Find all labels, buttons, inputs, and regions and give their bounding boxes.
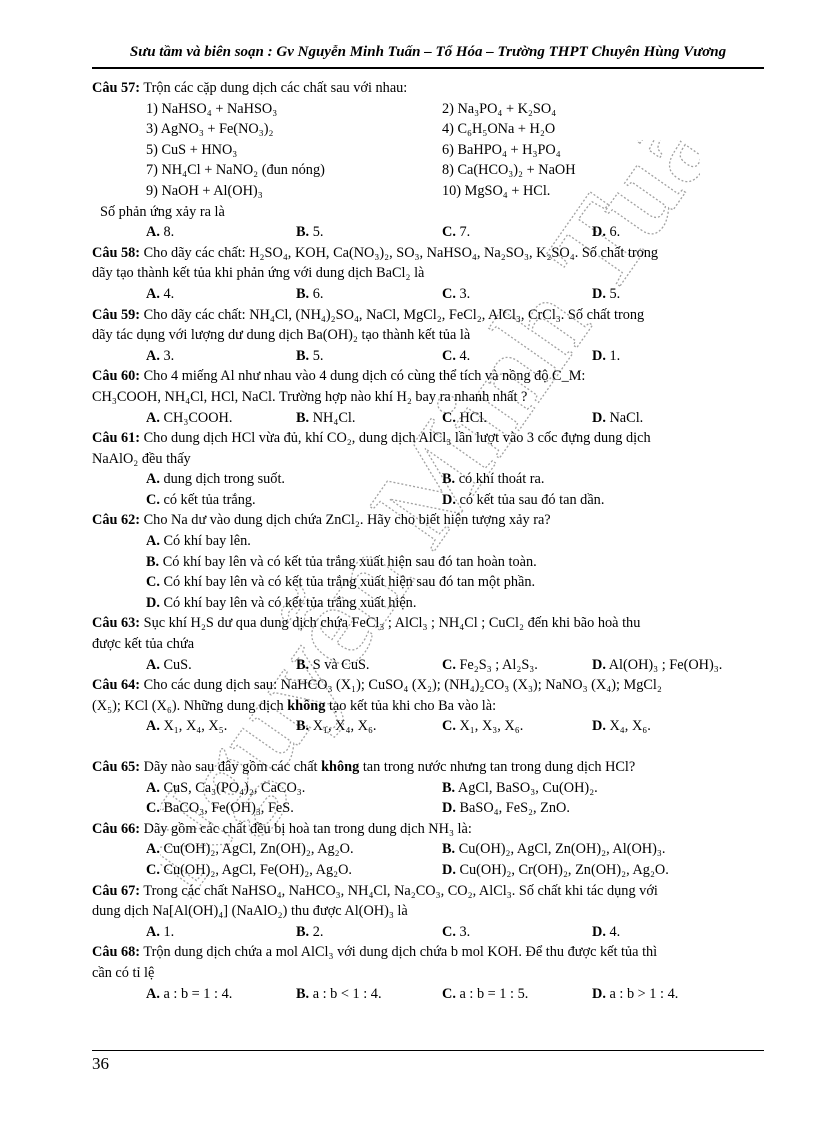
option-d	[442, 860, 669, 881]
option-text: D.	[442, 491, 456, 508]
question-stem: tạo kết tủa khi cho Ba vào là:	[328, 697, 497, 714]
option-d	[592, 222, 620, 243]
option-text: D.	[592, 718, 606, 735]
option-text: có khí thoát ra.	[458, 471, 545, 488]
option-text: A.	[146, 533, 160, 550]
option-text: 5.	[609, 285, 621, 302]
option-text: Cu(OH)₂, AgCl, Fe(OH)₂, Ag₂O.	[163, 861, 352, 878]
reaction-pair: 9) NaOH + Al(OH)₃	[146, 182, 263, 199]
question-64	[92, 675, 764, 737]
question-stem: dãy tác dụng với lượng dư dung dịch Ba(OH)₂ tạo thành kết tủa là	[92, 327, 471, 344]
option-d	[592, 984, 678, 1005]
emphasis: không	[287, 697, 326, 714]
option-text: A.	[146, 656, 160, 673]
option-b	[296, 984, 382, 1005]
option-text: AgCl, BaSO₃, Cu(OH)₂.	[457, 779, 598, 796]
option-text: C.	[442, 656, 456, 673]
reaction-pair: 8) Ca(HCO₃)₂ + NaOH	[442, 162, 576, 179]
option-text: A.	[146, 409, 160, 426]
option-text: B.	[296, 285, 310, 302]
option-text: B.	[442, 841, 456, 858]
option-c	[146, 572, 535, 593]
option-text: X₁, X₄, X₆.	[312, 718, 377, 735]
option-text: A.	[146, 923, 160, 940]
option-text: D.	[592, 285, 606, 302]
question-label: Câu 64:	[92, 677, 141, 694]
option-a	[146, 922, 174, 943]
option-text: D.	[592, 347, 606, 364]
question-60	[92, 366, 764, 428]
option-text: X₄, X₆.	[609, 718, 651, 735]
option-b	[442, 469, 544, 490]
option-c	[442, 408, 487, 429]
option-text: NH₄Cl.	[312, 409, 356, 426]
option-text: có kết tủa sau đó tan dần.	[459, 491, 605, 508]
option-text: Cu(OH)₂, Cr(OH)₂, Zn(OH)₂, Ag₂O.	[459, 861, 669, 878]
option-text: Fe₂S₃ ; Al₂S₃.	[459, 656, 538, 673]
option-text: A.	[146, 779, 160, 796]
option-text: NaCl.	[609, 409, 644, 426]
option-b	[296, 716, 377, 737]
option-text: có kết tủa trắng.	[163, 491, 256, 508]
question-stem: CH₃COOH, NH₄Cl, HCl, NaCl. Trường hợp nào khí H₂ bay ra nhanh nhất ?	[92, 388, 528, 405]
option-text: D.	[592, 985, 606, 1002]
option-text: A.	[146, 347, 160, 364]
option-text: C.	[442, 285, 456, 302]
option-text: B.	[296, 923, 310, 940]
option-text: dung dịch trong suốt.	[163, 471, 286, 488]
option-text: D.	[592, 656, 606, 673]
option-d	[442, 798, 570, 819]
question-stem: Trong các chất NaHSO₄, NaHCO₃, NH₄Cl, Na₂CO₃, CO₂, AlCl₃. Số chất khi tác dụng với	[143, 882, 658, 899]
option-text: 8.	[163, 224, 175, 241]
question-label: Câu 62:	[92, 512, 141, 529]
question-stem: Cho 4 miếng Al như nhau vào 4 dung dịch có cùng thể tích và nồng độ C_M:	[143, 368, 586, 385]
option-d	[592, 408, 643, 429]
option-a	[146, 531, 251, 552]
option-text: D.	[442, 861, 456, 878]
reaction-pair: 6) BaHPO₄ + H₃PO₄	[442, 141, 561, 158]
question-label: Câu 63:	[92, 615, 141, 632]
reaction-pair: 2) Na₃PO₄ + K₂SO₄	[442, 100, 557, 117]
option-text: C.	[442, 224, 456, 241]
option-text: C.	[146, 861, 160, 878]
option-c	[442, 346, 470, 367]
option-text: BaCO₃, Fe(OH)₃, FeS.	[163, 800, 294, 817]
option-a	[146, 222, 174, 243]
option-text: C.	[442, 347, 456, 364]
question-stem: được kết tủa chứa	[92, 636, 195, 653]
question-68	[92, 942, 764, 1004]
option-text: Cu(OH)₂, AgCl, Zn(OH)₂, Al(OH)₃.	[458, 841, 666, 858]
question-stem: Trộn dung dịch chứa a mol AlCl₃ với dung dịch chứa b mol KOH. Để thu được kết tủa thì	[143, 944, 658, 961]
option-text: X₁, X₄, X₅.	[163, 718, 228, 735]
option-text: A.	[146, 985, 160, 1002]
question-label: Câu 59:	[92, 306, 141, 323]
option-text: X₁, X₃, X₆.	[459, 718, 524, 735]
option-c	[442, 922, 470, 943]
option-b	[296, 222, 323, 243]
option-d	[592, 346, 620, 367]
option-text: B.	[296, 656, 310, 673]
question-stem: NaAlO₂ đều thấy	[92, 450, 191, 467]
question-stem: Dãy gồm các chất đều bị hoà tan trong dung dịch NH₃ là:	[143, 820, 472, 837]
option-a	[146, 408, 232, 429]
option-a	[146, 346, 174, 367]
option-text: C.	[146, 800, 160, 817]
option-text: Có khí bay lên.	[163, 533, 251, 550]
option-b	[296, 408, 355, 429]
option-text: a : b = 1 : 5.	[459, 985, 529, 1002]
option-c	[442, 984, 528, 1005]
option-text: 4.	[163, 285, 175, 302]
option-text: A.	[146, 471, 160, 488]
option-c	[146, 860, 352, 881]
option-b	[296, 922, 323, 943]
question-stem: dãy tạo thành kết tủa khi phản ứng với dung dịch BaCl₂ là	[92, 265, 425, 282]
option-text: D.	[592, 224, 606, 241]
option-text: C.	[146, 574, 160, 591]
option-text: a : b = 1 : 4.	[163, 985, 233, 1002]
reaction-pair: 3) AgNO₃ + Fe(NO₃)₂	[146, 121, 274, 138]
option-a	[146, 469, 285, 490]
header-rule	[92, 67, 764, 69]
question-65	[92, 757, 764, 819]
question-label: Câu 66:	[92, 820, 141, 837]
question-62	[92, 510, 764, 613]
option-text: BaSO₄, FeS₂, ZnO.	[459, 800, 570, 817]
option-c	[442, 222, 470, 243]
question-label: Câu 65:	[92, 759, 141, 775]
question-stem: Trộn các cặp dung dịch các chất sau với nhau:	[143, 80, 408, 96]
reaction-pair: 5) CuS + HNO₃	[146, 141, 238, 158]
option-text: Có khí bay lên và có kết tủa trắng xuất hiện.	[163, 594, 417, 611]
question-stem: Sục khí H₂S dư qua dung dịch chứa FeCl₃ ; AlCl₃ ; NH₄Cl ; CuCl₂ đến khi bão hoà thu	[143, 615, 641, 632]
question-58	[92, 243, 764, 305]
reaction-pair: 10) MgSO₄ + HCl.	[442, 182, 551, 199]
page-number: 36	[92, 1054, 109, 1073]
option-a	[146, 839, 354, 860]
option-c	[442, 655, 538, 676]
option-text: 4.	[609, 923, 621, 940]
question-63	[92, 613, 764, 675]
option-a	[146, 284, 174, 305]
option-text: B.	[442, 779, 456, 796]
option-text: 3.	[459, 923, 471, 940]
question-stem: cần có tỉ lệ	[92, 964, 155, 981]
reaction-pair: 1) NaHSO₄ + NaHSO₃	[146, 100, 278, 117]
option-text: D.	[146, 594, 160, 611]
question-label: Câu 61:	[92, 430, 141, 447]
option-text: 5.	[312, 347, 324, 364]
emphasis: không	[321, 759, 360, 775]
option-text: a : b < 1 : 4.	[312, 985, 382, 1002]
question-stem: tan trong nước nhưng tan trong dung dịch HCl?	[362, 759, 636, 775]
question-list	[92, 78, 764, 1004]
option-d	[592, 284, 620, 305]
option-a	[146, 716, 227, 737]
option-text: A.	[146, 718, 160, 735]
question-stem: Dãy nào sau đây gồm các chất	[143, 759, 318, 775]
option-text: B.	[296, 224, 310, 241]
option-text: B.	[146, 553, 160, 570]
watermark-text: Nguyễn Minh Tuấn	[160, 140, 700, 915]
option-text: Cu(OH)₂, AgCl, Zn(OH)₂, Ag₂O.	[163, 841, 354, 858]
option-text: 1.	[163, 923, 175, 940]
option-text: 3.	[163, 347, 175, 364]
option-text: CuS, Ca₃(PO₄)₂, CaCO₃.	[163, 779, 306, 796]
question-label: Câu 58:	[92, 244, 141, 261]
option-text: B.	[296, 718, 310, 735]
option-b	[296, 284, 323, 305]
question-66	[92, 819, 764, 881]
option-text: A.	[146, 285, 160, 302]
option-text: 6.	[312, 285, 324, 302]
option-text: 5.	[312, 224, 324, 241]
option-text: 2.	[312, 923, 324, 940]
option-text: S và CuS.	[312, 656, 370, 673]
option-text: CuS.	[163, 656, 192, 673]
reaction-pair: 7) NH₄Cl + NaNO₂ (đun nóng)	[146, 162, 325, 179]
option-d	[146, 593, 416, 614]
option-b	[442, 778, 598, 799]
question-label: Câu 68:	[92, 944, 141, 961]
option-text: C.	[442, 923, 456, 940]
option-a	[146, 984, 232, 1005]
option-text: HCl.	[459, 409, 487, 426]
question-stem: Cho dãy các chất: H₂SO₄, KOH, Ca(NO₃)₂, SO₃, NaHSO₄, Na₂SO₃, K₂SO₄. Số chất trong	[143, 244, 659, 261]
option-text: B.	[442, 471, 456, 488]
question-stem: Cho Na dư vào dung dịch chứa ZnCl₂. Hãy cho biết hiện tượng xảy ra?	[143, 512, 551, 529]
question-label: Câu 57:	[92, 80, 141, 96]
option-text: 7.	[459, 224, 471, 241]
option-text: 3.	[459, 285, 471, 302]
question-57	[92, 78, 764, 243]
option-b	[442, 839, 665, 860]
option-text: a : b > 1 : 4.	[609, 985, 679, 1002]
option-b	[296, 655, 370, 676]
option-c	[442, 716, 523, 737]
option-text: Có khí bay lên và có kết tủa trắng xuất hiện sau đó tan hoàn toàn.	[162, 553, 537, 570]
option-text: C.	[442, 985, 456, 1002]
option-text: B.	[296, 409, 310, 426]
option-text: CH₃COOH.	[163, 409, 233, 426]
option-text: B.	[296, 985, 310, 1002]
option-text: D.	[592, 923, 606, 940]
option-c	[146, 798, 294, 819]
option-text: B.	[296, 347, 310, 364]
question-stem: (X₅); KCl (X₆). Những dung dịch	[92, 697, 284, 714]
page-header: Sưu tầm và biên soạn : Gv Nguyễn Minh Tuấn – Tổ Hóa – Trường THPT Chuyên Hùng Vương	[129, 44, 727, 60]
option-text: 1.	[609, 347, 621, 364]
option-d	[592, 655, 722, 676]
option-text: A.	[146, 841, 160, 858]
question-stem: Cho dãy các chất: NH₄Cl, (NH₄)₂SO₄, NaCl, MgCl₂, FeCl₂, AlCl₃, CrCl₃. Số chất trong	[143, 306, 645, 323]
question-59	[92, 305, 764, 367]
option-text: Có khí bay lên và có kết tủa trắng xuất hiện sau đó tan một phần.	[163, 574, 536, 591]
reaction-pair: 4) C₆H₅ONa + H₂O	[442, 121, 556, 138]
option-text: D.	[592, 409, 606, 426]
question-stem: Cho các dung dịch sau: NaHCO₃ (X₁); CuSO₄ (X₂); (NH₄)₂CO₃ (X₃); NaNO₃ (X₄); MgCl₂	[143, 677, 662, 694]
question-tail: Số phản ứng xảy ra là	[100, 203, 225, 220]
question-label: Câu 67:	[92, 882, 141, 899]
option-text: A.	[146, 224, 160, 241]
question-67	[92, 881, 764, 943]
option-text: D.	[442, 800, 456, 817]
option-text: C.	[442, 718, 456, 735]
question-stem: dung dịch Na[Al(OH)₄] (NaAlO₂) thu được Al(OH)₃ là	[92, 903, 408, 920]
option-d	[592, 716, 651, 737]
option-b	[146, 552, 537, 573]
question-label: Câu 60:	[92, 368, 141, 385]
option-d	[442, 490, 604, 511]
footer-rule	[92, 1050, 764, 1051]
option-a	[146, 655, 192, 676]
option-text: 6.	[609, 224, 621, 241]
option-b	[296, 346, 323, 367]
option-text: C.	[442, 409, 456, 426]
option-c	[442, 284, 470, 305]
question-61	[92, 428, 764, 510]
spacer	[92, 737, 764, 757]
question-stem: Cho dung dịch HCl vừa đủ, khí CO₂, dung dịch AlCl₃ lần lượt vào 3 cốc đựng dung dịch	[143, 430, 651, 447]
option-text: 4.	[459, 347, 471, 364]
option-text: Al(OH)₃ ; Fe(OH)₃.	[608, 656, 723, 673]
option-a	[146, 778, 305, 799]
option-d	[592, 922, 620, 943]
option-text: C.	[146, 491, 160, 508]
option-c	[146, 490, 256, 511]
